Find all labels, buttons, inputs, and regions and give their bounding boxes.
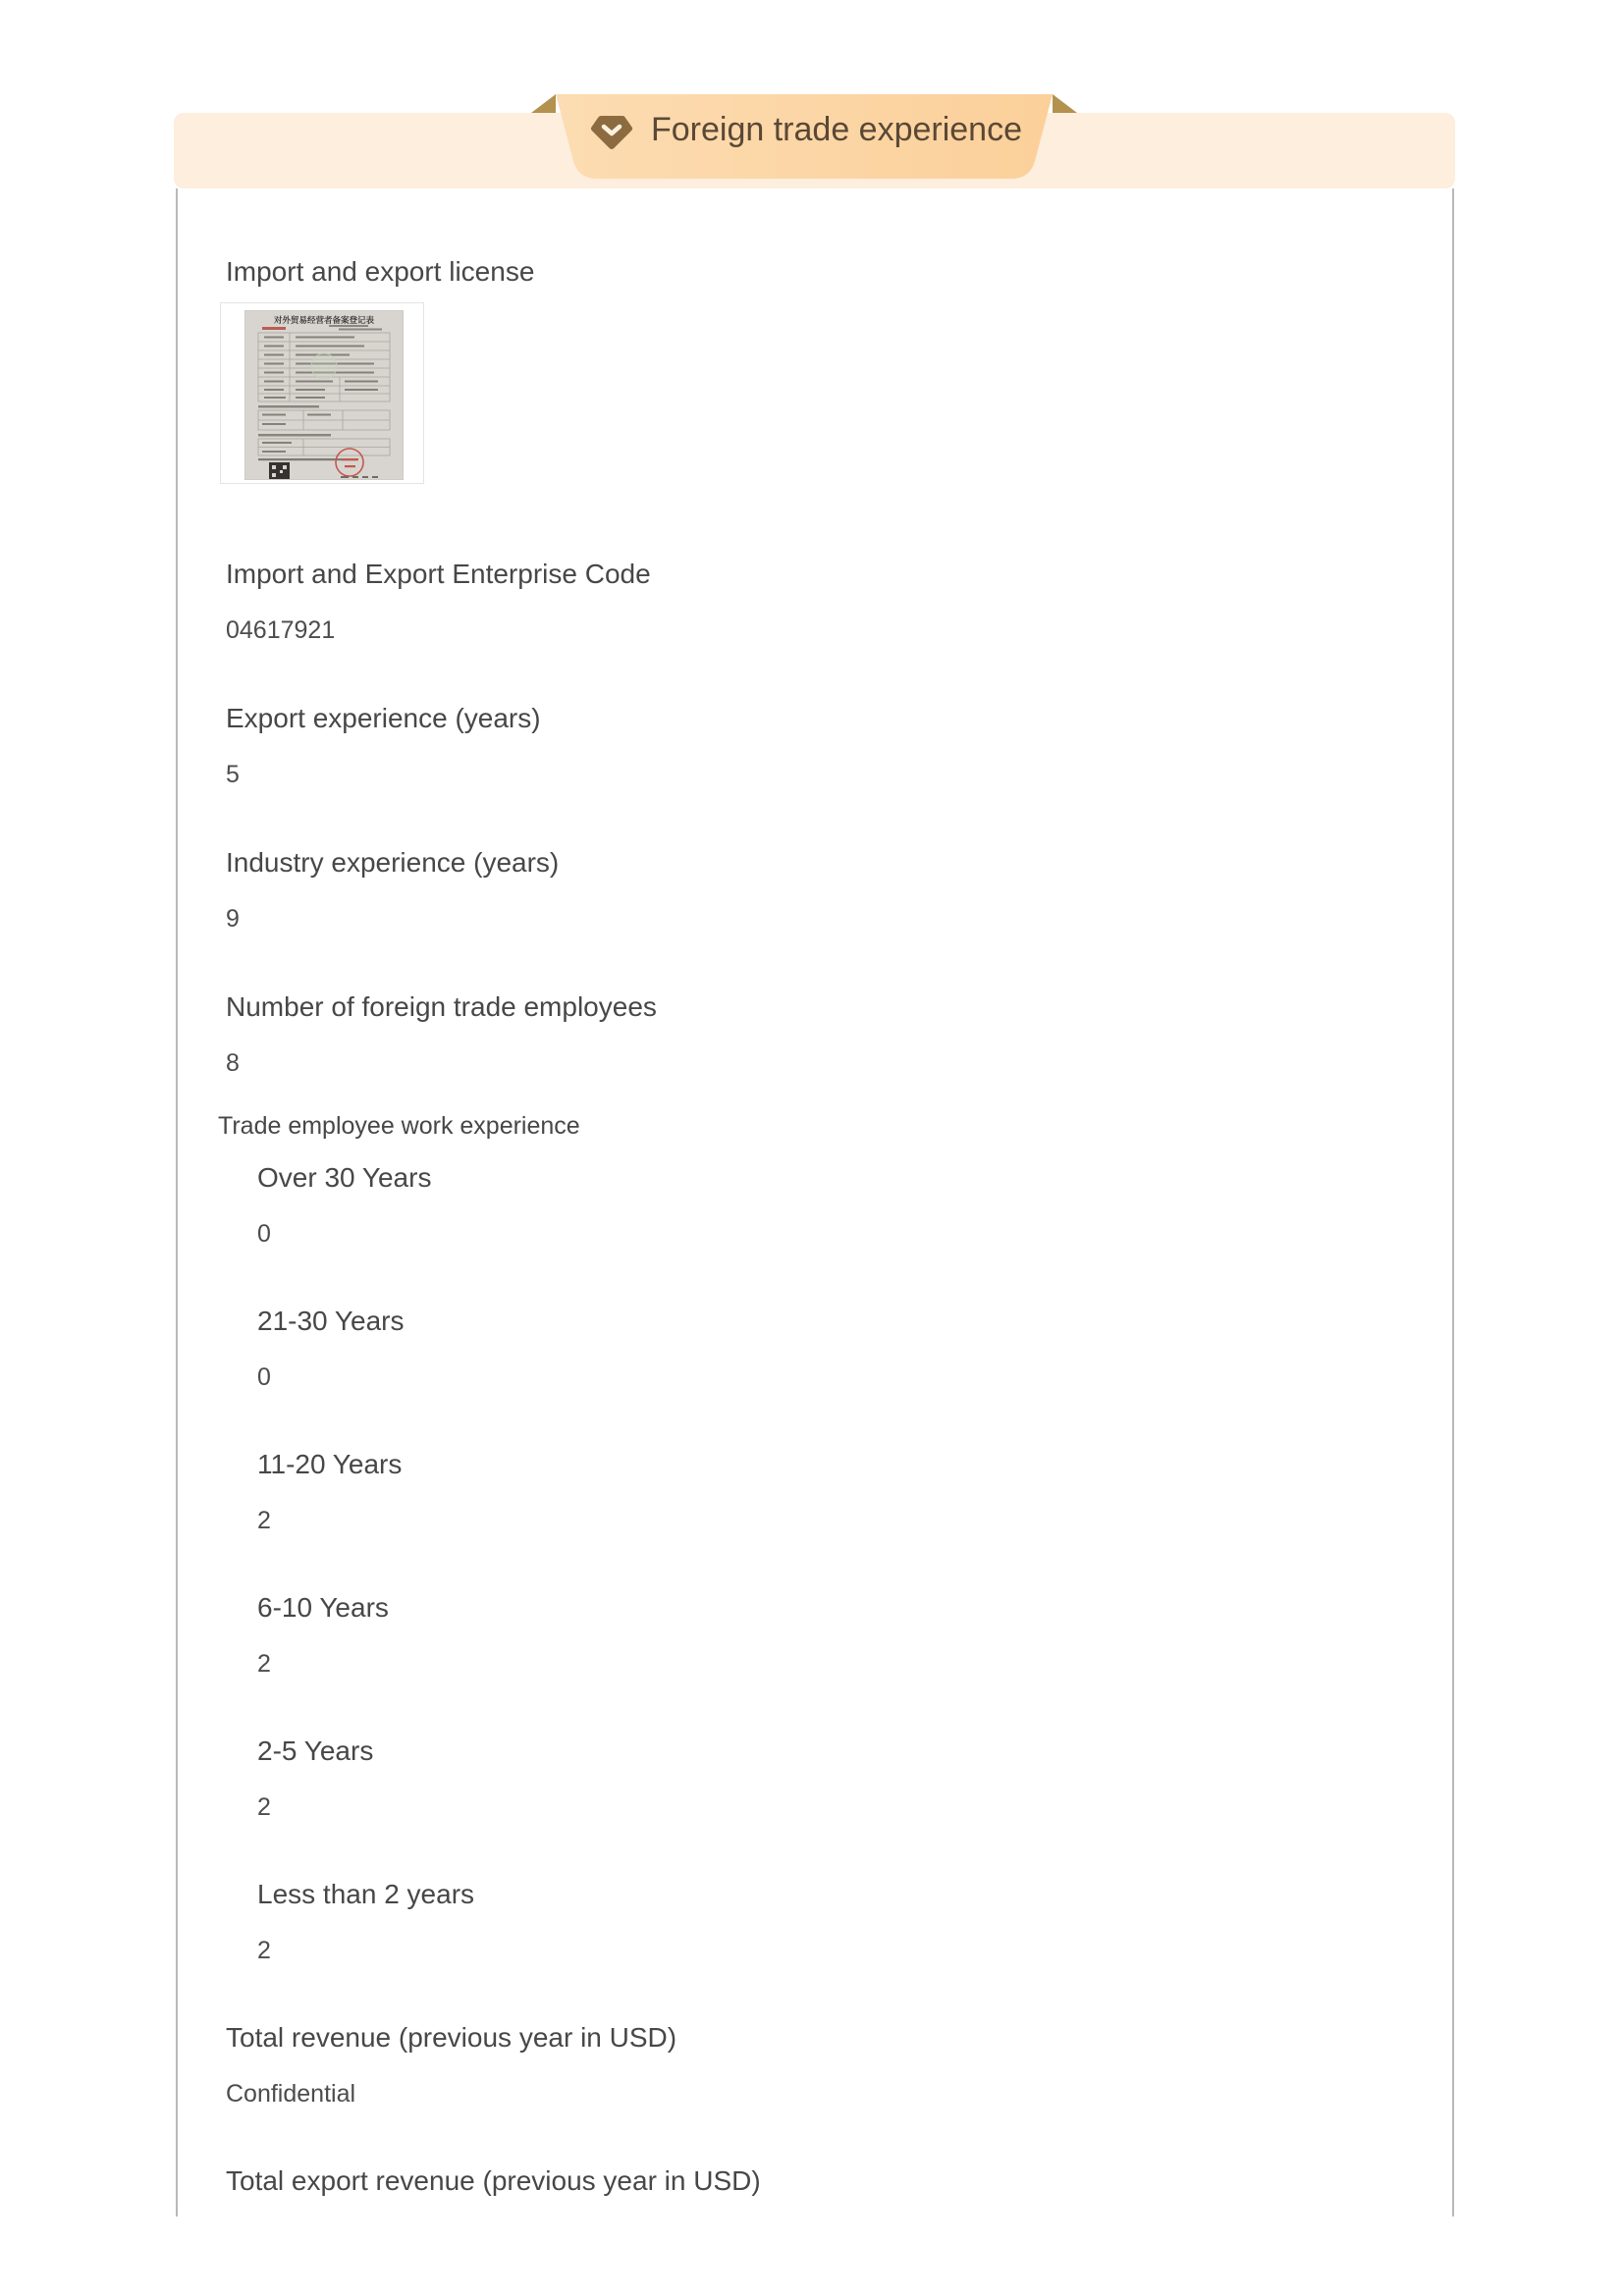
trade-experience-item [257, 1305, 1413, 1392]
qr-code-icon [269, 462, 290, 479]
field-value: 5 [226, 761, 240, 788]
foreign-trade-card [176, 188, 1454, 2216]
field-label-license: Import and export license [226, 256, 535, 287]
field-label: Less than 2 years [257, 1879, 475, 1909]
trade-experience-heading: Trade employee work experience [218, 1112, 580, 1140]
field-label: Total revenue (previous year in USD) [226, 2022, 677, 2053]
field-label: Total export revenue (previous year in USD) [226, 2165, 761, 2196]
field-group [226, 558, 1413, 645]
field-label: 21-30 Years [257, 1306, 405, 1336]
field-value: 0 [257, 1220, 271, 1248]
field-label: Number of foreign trade employees [226, 991, 657, 1022]
field-label: Over 30 Years [257, 1162, 432, 1193]
field-group [226, 990, 1413, 1078]
field-label: 2-5 Years [257, 1735, 374, 1766]
field-value: 2 [257, 1507, 271, 1534]
trade-experience-item [257, 1448, 1413, 1535]
license-photo [244, 310, 404, 480]
field-label: Industry experience (years) [226, 847, 560, 878]
ribbon-fold-left [531, 94, 556, 113]
field-label: Export experience (years) [226, 703, 541, 733]
field-label: 11-20 Years [257, 1449, 403, 1479]
field-group [226, 2164, 1413, 2198]
field-group [226, 846, 1413, 934]
license-watermark [311, 353, 337, 379]
trade-experience-item [257, 1591, 1413, 1679]
field-group [226, 702, 1413, 789]
trade-experience-item [257, 1735, 1413, 1822]
field-value: Confidential [226, 2080, 356, 2108]
trade-experience-item [257, 1161, 1413, 1249]
field-label: 6-10 Years [257, 1592, 389, 1623]
field-value: 0 [257, 1363, 271, 1391]
field-value: 2 [257, 1650, 271, 1678]
license-thumbnail[interactable] [220, 302, 424, 484]
section-title: Foreign trade experience [651, 111, 1023, 148]
field-value: 9 [226, 905, 240, 933]
field-value: 2 [257, 1793, 271, 1821]
field-label: Import and Export Enterprise Code [226, 559, 651, 589]
trade-experience-item [257, 1878, 1413, 1965]
section-ribbon [531, 94, 1081, 179]
ribbon-fold-right [1053, 94, 1077, 113]
field-group [226, 2021, 1413, 2109]
field-value: 2 [257, 1937, 271, 1964]
field-value: 8 [226, 1049, 240, 1077]
field-value: 04617921 [226, 616, 336, 644]
license-doc-title: 对外贸易经营者备案登记表 [273, 315, 375, 325]
